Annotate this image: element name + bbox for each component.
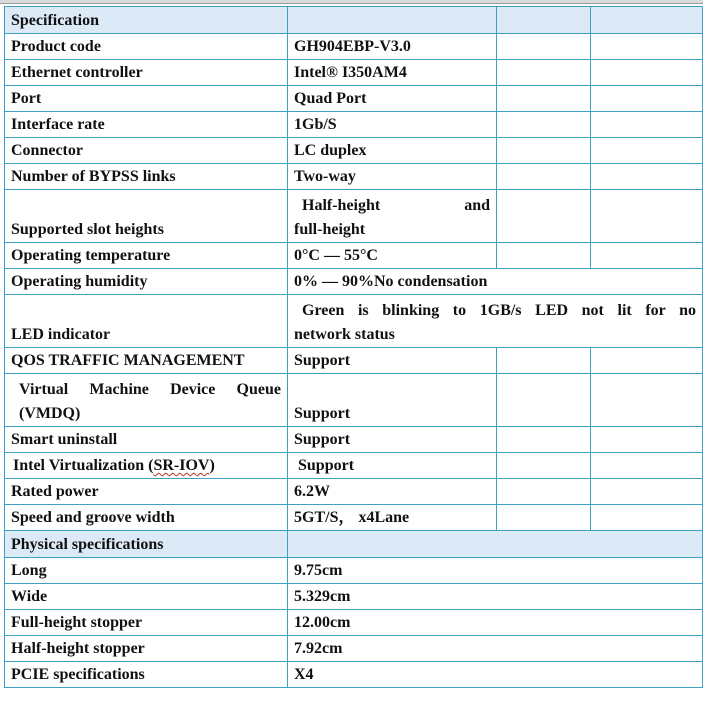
- row-value: 0°C — 55°C: [288, 243, 497, 269]
- table-row-interface-rate: [5, 112, 703, 138]
- table-row-led-indicator: [5, 295, 703, 348]
- empty-cell: [591, 243, 703, 269]
- row-label: Operating temperature: [5, 243, 288, 269]
- row-value: 12.00cm: [288, 610, 703, 636]
- row-label: QOS TRAFFIC MANAGEMENT: [5, 348, 288, 374]
- row-value: [288, 295, 703, 348]
- row-label: PCIE specifications: [5, 662, 288, 688]
- empty-cell: [497, 164, 591, 190]
- empty-cell: [497, 374, 591, 427]
- row-label: Half-height stopper: [5, 636, 288, 662]
- table-row-qos: [5, 348, 703, 374]
- row-value: 5GT/S， x4Lane: [288, 505, 497, 531]
- empty-cell: [591, 453, 703, 479]
- table-row-operating-temperature: [5, 243, 703, 269]
- empty-cell: [591, 374, 703, 427]
- empty-cell: [288, 7, 497, 34]
- table-row-rated-power: [5, 479, 703, 505]
- empty-cell: [497, 453, 591, 479]
- empty-cell: [497, 138, 591, 164]
- row-label: Connector: [5, 138, 288, 164]
- empty-cell: [591, 7, 703, 34]
- section-title: Physical specifications: [5, 531, 288, 558]
- section-header-physical: [5, 531, 703, 558]
- empty-cell: [497, 243, 591, 269]
- row-value: [288, 190, 497, 243]
- empty-cell: [497, 34, 591, 60]
- row-value: LC duplex: [288, 138, 497, 164]
- row-label: Interface rate: [5, 112, 288, 138]
- table-row-product-code: [5, 34, 703, 60]
- row-value: 7.92cm: [288, 636, 703, 662]
- row-value-line-2: network status: [294, 326, 395, 343]
- empty-cell: [591, 190, 703, 243]
- empty-cell: [591, 427, 703, 453]
- row-label: Speed and groove width: [5, 505, 288, 531]
- table-row-slot-heights: [5, 190, 703, 243]
- empty-cell: [591, 138, 703, 164]
- row-value: X4: [288, 662, 703, 688]
- row-label: Operating humidity: [5, 269, 288, 295]
- row-value: Support: [288, 453, 497, 479]
- row-label-suffix: ): [209, 457, 215, 474]
- top-rule: [0, 0, 703, 4]
- empty-cell: [591, 34, 703, 60]
- table-row-port: [5, 86, 703, 112]
- section-title: Specification: [5, 7, 288, 34]
- empty-cell: [497, 479, 591, 505]
- row-label: Smart uninstall: [5, 427, 288, 453]
- row-label-line-1: Virtual Machine Device Queue: [19, 381, 281, 398]
- row-value-line-2: full-height: [294, 221, 366, 238]
- table-row-vmdq: [5, 374, 703, 427]
- table-row-half-height-stopper: [5, 636, 703, 662]
- table-row-smart-uninstall: [5, 427, 703, 453]
- row-label: Ethernet controller: [5, 60, 288, 86]
- specification-table: [4, 6, 703, 688]
- row-label: Full-height stopper: [5, 610, 288, 636]
- row-value: GH904EBP-V3.0: [288, 34, 497, 60]
- row-label: [5, 374, 288, 427]
- row-value: Support: [288, 348, 497, 374]
- table-row-wide: [5, 584, 703, 610]
- row-label: Number of BYPSS links: [5, 164, 288, 190]
- table-row-long: [5, 558, 703, 584]
- empty-cell: [497, 60, 591, 86]
- table-row-bypass-links: [5, 164, 703, 190]
- empty-cell: [288, 531, 703, 558]
- empty-cell: [497, 7, 591, 34]
- table-row-operating-humidity: [5, 269, 703, 295]
- empty-cell: [591, 60, 703, 86]
- empty-cell: [591, 348, 703, 374]
- row-label: Supported slot heights: [5, 190, 288, 243]
- empty-cell: [497, 348, 591, 374]
- empty-cell: [591, 505, 703, 531]
- row-value: Two-way: [288, 164, 497, 190]
- empty-cell: [497, 86, 591, 112]
- row-value: Quad Port: [288, 86, 497, 112]
- row-value: 6.2W: [288, 479, 497, 505]
- row-label: [5, 453, 288, 479]
- row-value-line-1: Green is blinking to 1GB/s LED not lit for no: [302, 302, 696, 319]
- row-label-line-2: (VMDQ): [19, 405, 81, 422]
- row-value: 0% — 90%No condensation: [288, 269, 703, 295]
- row-label: Long: [5, 558, 288, 584]
- empty-cell: [591, 479, 703, 505]
- empty-cell: [497, 190, 591, 243]
- section-header-specification: [5, 7, 703, 34]
- empty-cell: [497, 427, 591, 453]
- row-value: 1Gb/S: [288, 112, 497, 138]
- row-value-line-1: Half-height and: [302, 197, 490, 214]
- row-value: Intel® I350AM4: [288, 60, 497, 86]
- row-value: Support: [288, 374, 497, 427]
- empty-cell: [497, 112, 591, 138]
- empty-cell: [497, 505, 591, 531]
- table-row-speed-groove-width: [5, 505, 703, 531]
- table-row-pcie-specifications: [5, 662, 703, 688]
- table-row-ethernet-controller: [5, 60, 703, 86]
- empty-cell: [591, 112, 703, 138]
- empty-cell: [591, 164, 703, 190]
- table-row-connector: [5, 138, 703, 164]
- row-label: Rated power: [5, 479, 288, 505]
- row-label: Product code: [5, 34, 288, 60]
- row-value: 9.75cm: [288, 558, 703, 584]
- empty-cell: [591, 86, 703, 112]
- row-label: LED indicator: [5, 295, 288, 348]
- table-row-full-height-stopper: [5, 610, 703, 636]
- row-value: 5.329cm: [288, 584, 703, 610]
- row-label: Port: [5, 86, 288, 112]
- row-value: Support: [288, 427, 497, 453]
- row-label-prefix: Intel Virtualization (: [13, 457, 154, 474]
- table-row-sr-iov: [5, 453, 703, 479]
- row-label: Wide: [5, 584, 288, 610]
- spellcheck-flagged-text: SR-IOV: [153, 457, 210, 474]
